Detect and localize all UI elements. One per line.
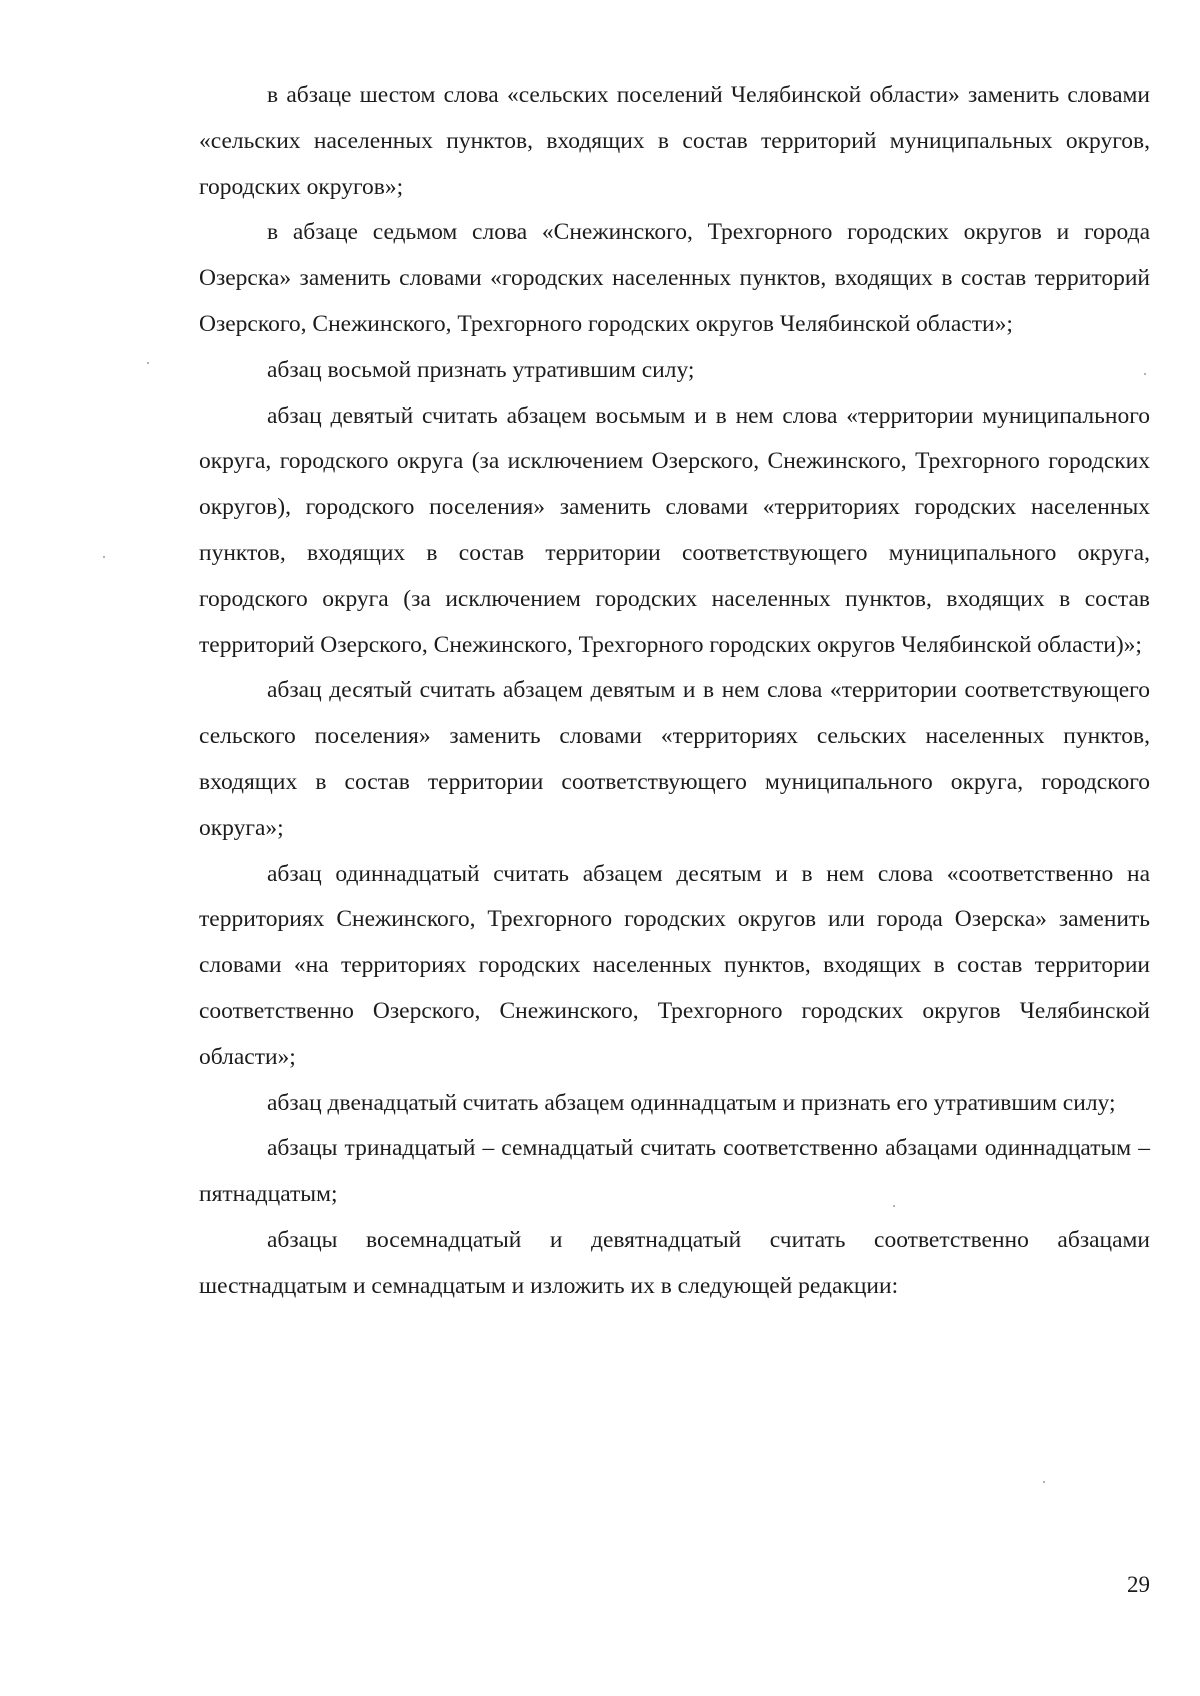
paragraph-8: абзацы тринадцатый – семнадцатый считать соответственно абзацами одиннадцатым – пятнадцатым; <box>199 1135 1150 1208</box>
page-number: 29 <box>1127 1572 1150 1597</box>
scan-speck <box>147 362 149 364</box>
paragraph-4: абзац девятый считать абзацем восьмым и в нем слова «территории муниципального округа, городского округа (за исключением Озерского, Снежинского, Трехгорного городских округов), городского поселения» заменить словами «территориях городских населенных пунктов, входящих в состав территории соответствующего муниципального округа, городского округа (за исключением городских населенных пунктов, входящих в состав территорий Озерского, Снежинского, Трехгорного городских округов Челябинской области)»; <box>199 402 1150 658</box>
paragraph-6: абзац одиннадцатый считать абзацем десятым и в нем слова «соответственно на территориях Снежинского, Трехгорного городских округов или города Озерска» заменить словами «на территориях городских населенных пунктов, входящих в состав территории соответственно Озерского, Снежинского, Трехгорного городских округов Челябинской области»; <box>199 860 1150 1070</box>
scan-speck <box>1144 373 1146 375</box>
paragraph-5: абзац десятый считать абзацем девятым и в нем слова «территории соответствующего сельского поселения» заменить словами «территориях сельских населенных пунктов, входящих в состав территории соответствующего муниципального округа, городского округа»; <box>199 677 1150 841</box>
scan-speck <box>103 556 105 558</box>
paragraph-2: в абзаце седьмом слова «Снежинского, Трехгорного городских округов и города Озерска» заменить словами «городских населенных пунктов, входящих в состав территорий Озерского, Снежинского, Трехгорного городских округов Челябинской области»; <box>199 219 1150 337</box>
paragraph-3: абзац восьмой признать утратившим силу; <box>267 356 695 383</box>
scan-speck <box>893 1205 895 1207</box>
document-body <box>199 73 1150 1310</box>
paragraph-9: абзацы восемнадцатый и девятнадцатый считать соответственно абзацами шестнадцатым и семнадцатым и изложить их в следующей редакции: <box>199 1226 1150 1299</box>
paragraph-1: в абзаце шестом слова «сельских поселений Челябинской области» заменить словами «сельских населенных пунктов, входящих в состав территорий муниципальных округов, городских округов»; <box>199 82 1150 200</box>
paragraph-7: абзац двенадцатый считать абзацем одиннадцатым и признать его утратившим силу; <box>267 1089 1116 1116</box>
scan-speck <box>1043 1481 1045 1483</box>
